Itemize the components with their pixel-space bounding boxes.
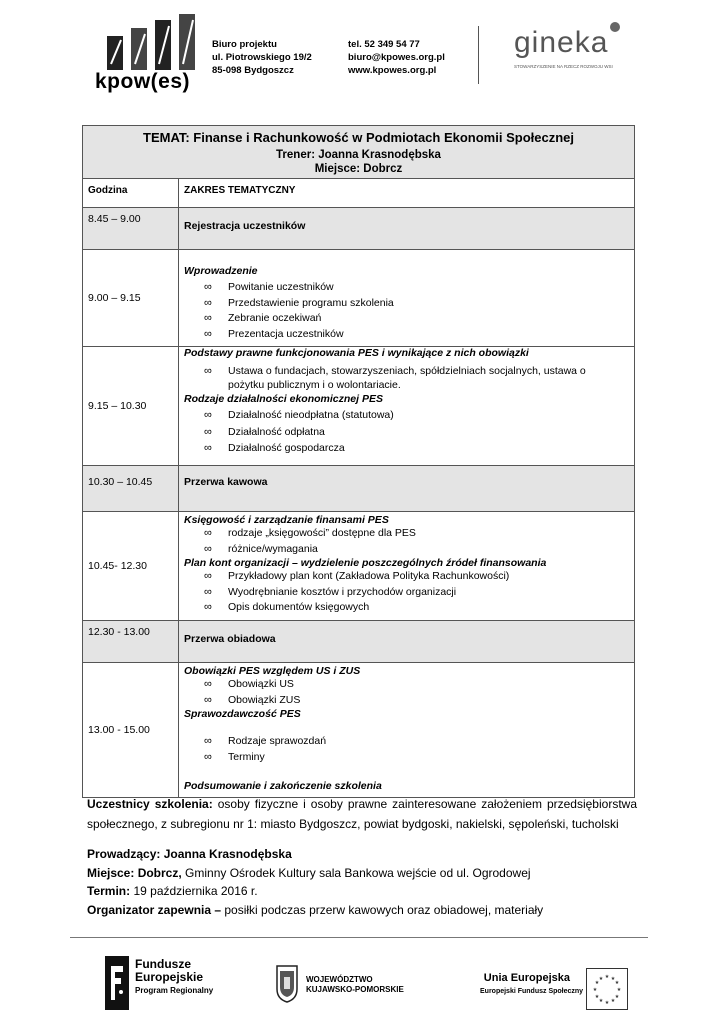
office-line: 85-098 Bydgoszcz: [212, 65, 294, 76]
bullet-icon: ∞: [204, 281, 212, 293]
website[interactable]: www.kpowes.org.pl: [348, 65, 437, 76]
section-heading: Plan kont organizacji – wydzielenie poszczególnych źródeł finansowania: [184, 557, 547, 569]
ue-subline: Europejski Fundusz Społeczny: [480, 988, 584, 995]
bullet-icon: ∞: [204, 750, 212, 763]
schedule-table: [82, 125, 635, 798]
bullet-icon: ∞: [204, 442, 212, 454]
place: Miejsce: Dobrcz: [314, 163, 403, 175]
section-heading: Wprowadzenie: [184, 265, 258, 277]
time-cell: 9.15 – 10.30: [83, 347, 179, 466]
scope-cell: Rejestracja uczestników: [179, 208, 635, 250]
participants-paragraph: [87, 794, 637, 834]
scope-cell: Przerwa obiadowa: [179, 621, 635, 663]
scope-cell: [179, 347, 635, 466]
list-item: ∞ Działalność odpłatna: [184, 424, 634, 441]
office-contact: [348, 38, 445, 77]
list-item: ∞ Zebranie oczekiwań: [184, 311, 634, 327]
svg-text:★: ★: [614, 994, 620, 1000]
time-cell: 8.45 – 9.00: [83, 208, 179, 250]
organizer-text: posiłki podczas przerw kawowych oraz obiadowej, materiały: [221, 902, 544, 917]
bullet-icon: ∞: [204, 327, 212, 340]
scope-cell: [179, 250, 635, 347]
section-heading: Rodzaje działalności ekonomicznej PES: [184, 393, 383, 405]
svg-text:★: ★: [610, 976, 616, 982]
phone: tel. 52 349 54 77: [348, 39, 420, 50]
office-line: ul. Piotrowskiego 19/2: [212, 52, 312, 63]
bullet-icon: ∞: [204, 601, 212, 613]
footer-divider: [70, 937, 648, 938]
list-item: ∞ Terminy: [184, 750, 634, 766]
list-item: ∞ Powitanie uczestników: [184, 280, 634, 296]
list-item: ∞ Przykładowy plan kont (Zakładowa Polityka Rachunkowości): [184, 569, 634, 585]
col-scope: ZAKRES TEMATYCZNY: [179, 179, 635, 208]
section-heading: Księgowość i zarządzanie finansami PES: [184, 514, 389, 526]
ue-line: Unia Europejska: [483, 972, 570, 984]
participants-text: osoby fizyczne i osoby prawne zainteresowane założeniem przedsiębiorstwa społecznego, z subregionu nr 1: miasto Bydgoszcz, powiat bydgoski, nakielski, sępoleński, tucholski: [87, 797, 637, 831]
gineka-logo: [510, 18, 625, 86]
svg-text:★: ★: [604, 974, 610, 980]
bullet-icon: ∞: [204, 409, 212, 421]
office-address: [212, 38, 312, 77]
bullet-icon: ∞: [204, 527, 212, 539]
list-item: ∞ Obowiązki ZUS: [184, 693, 634, 709]
list-item: ∞ Działalność nieodpłatna (statutowa): [184, 407, 634, 424]
section-heading: Sprawozdawczość PES: [184, 708, 301, 720]
list-item: ∞ różnice/wymagania: [184, 542, 634, 558]
fe-line: Fundusze: [135, 957, 191, 971]
fe-symbol-icon: [105, 956, 129, 1010]
topic-title: TEMAT: Finanse i Rachunkowość w Podmiotach Ekonomii Społecznej: [143, 130, 574, 145]
kpowes-logo-text: kpow(es): [95, 70, 191, 93]
svg-text:★: ★: [592, 987, 598, 993]
table-title-row: [83, 126, 635, 179]
section-heading: Podstawy prawne funkcjonowania PES i wynikające z nich obowiązki: [184, 347, 529, 359]
section-heading: Obowiązki PES względem US i ZUS: [184, 665, 361, 677]
time-cell: 9.00 – 9.15: [83, 250, 179, 347]
bullet-icon: ∞: [204, 693, 212, 706]
unia-europejska-logo: [480, 968, 630, 1010]
bullet-icon: ∞: [204, 296, 212, 309]
section-heading: Podsumowanie i zakończenie szkolenia: [184, 780, 382, 792]
time-cell: 13.00 - 15.00: [83, 663, 179, 798]
fe-subline: Program Regionalny: [135, 986, 214, 995]
kujawsko-pomorskie-logo: [276, 965, 436, 1005]
table-row: [83, 663, 635, 798]
svg-text:★: ★: [594, 980, 600, 986]
term-label: Termin:: [87, 884, 131, 898]
crest-icon: [276, 965, 298, 1003]
table-row: [83, 347, 635, 466]
col-time: Godzina: [83, 179, 179, 208]
svg-text:★: ★: [604, 1000, 610, 1006]
list-item: ∞ Działalność gospodarcza: [204, 442, 345, 454]
list-item: ∞ Prezentacja uczestników: [184, 327, 634, 343]
column-header-row: [83, 179, 635, 208]
time-cell: 12.30 - 13.00: [83, 621, 179, 663]
table-row: [83, 512, 635, 621]
scope-cell: [179, 512, 635, 621]
table-row: [83, 621, 635, 663]
trainer: Trener: Joanna Krasnodębska: [276, 149, 441, 161]
term-text: 19 października 2016 r.: [130, 884, 258, 898]
bullet-icon: ∞: [204, 542, 212, 555]
header-divider: [478, 26, 479, 84]
list-item: ∞ Obowiązki US: [184, 677, 634, 693]
bullet-icon: ∞: [204, 365, 212, 377]
table-row: [83, 208, 635, 250]
svg-text:★: ★: [598, 976, 604, 982]
fundusze-europejskie-logo: [105, 956, 215, 1012]
bullet-icon: ∞: [204, 678, 212, 690]
time-cell: 10.30 – 10.45: [83, 466, 179, 512]
bullet-icon: ∞: [204, 570, 212, 582]
event-info: [87, 845, 543, 919]
gineka-dot-icon: [608, 20, 622, 34]
lead-label: Prowadzący: Joanna Krasnodębska: [87, 847, 292, 861]
gineka-logo-text: gineka: [514, 26, 609, 59]
fe-line: Europejskie: [135, 970, 204, 984]
bullet-icon: ∞: [204, 735, 212, 747]
list-item: ∞ Opis dokumentów księgowych: [184, 600, 634, 616]
kp-line: KUJAWSKO-POMORSKIE: [306, 985, 404, 994]
time-cell: 10.45- 12.30: [83, 512, 179, 621]
bullet-icon: ∞: [204, 426, 212, 438]
place-text: Gminny Ośrodek Kultury sala Bankowa wejście od ul. Ogrodowej: [181, 865, 531, 880]
list-item: ∞ Ustawa o fundacjach, stowarzyszeniach, spółdzielniach socjalnych, ustawa o pożytku publicznym i o wolontariacie.: [204, 365, 586, 391]
bullet-icon: ∞: [204, 585, 212, 598]
participants-label: Uczestnicy szkolenia:: [87, 797, 213, 811]
office-line: Biuro projektu: [212, 39, 277, 50]
eu-flag-icon: [586, 968, 628, 1010]
list-item: ∞ Przedstawienie programu szkolenia: [184, 296, 634, 312]
gineka-subtitle: STOWARZYSZENIE NA RZECZ ROZWOJU WSI: [514, 64, 613, 69]
scope-cell: [179, 663, 635, 798]
svg-text:★: ★: [598, 998, 604, 1004]
kpowes-bars-icon: [101, 14, 201, 70]
kpowes-logo: [95, 14, 205, 98]
list-item: ∞ Wyodrębnianie kosztów i przychodów organizacji: [184, 585, 634, 601]
place-label: Miejsce: Dobrcz,: [87, 865, 182, 880]
svg-text:★: ★: [616, 987, 622, 993]
list-item: ∞ Rodzaje sprawozdań: [184, 734, 634, 750]
svg-text:★: ★: [614, 980, 620, 986]
svg-text:★: ★: [594, 994, 600, 1000]
email[interactable]: biuro@kpowes.org.pl: [348, 52, 445, 63]
scope-cell: Przerwa kawowa: [179, 466, 635, 512]
svg-text:★: ★: [610, 998, 616, 1004]
bullet-icon: ∞: [204, 312, 212, 324]
list-item: ∞ rodzaje „księgowości” dostępne dla PES: [184, 526, 634, 542]
table-row: [83, 466, 635, 512]
table-row: [83, 250, 635, 347]
kp-line: WOJEWÓDZTWO: [306, 975, 373, 984]
organizer-label: Organizator zapewnia –: [87, 902, 222, 917]
